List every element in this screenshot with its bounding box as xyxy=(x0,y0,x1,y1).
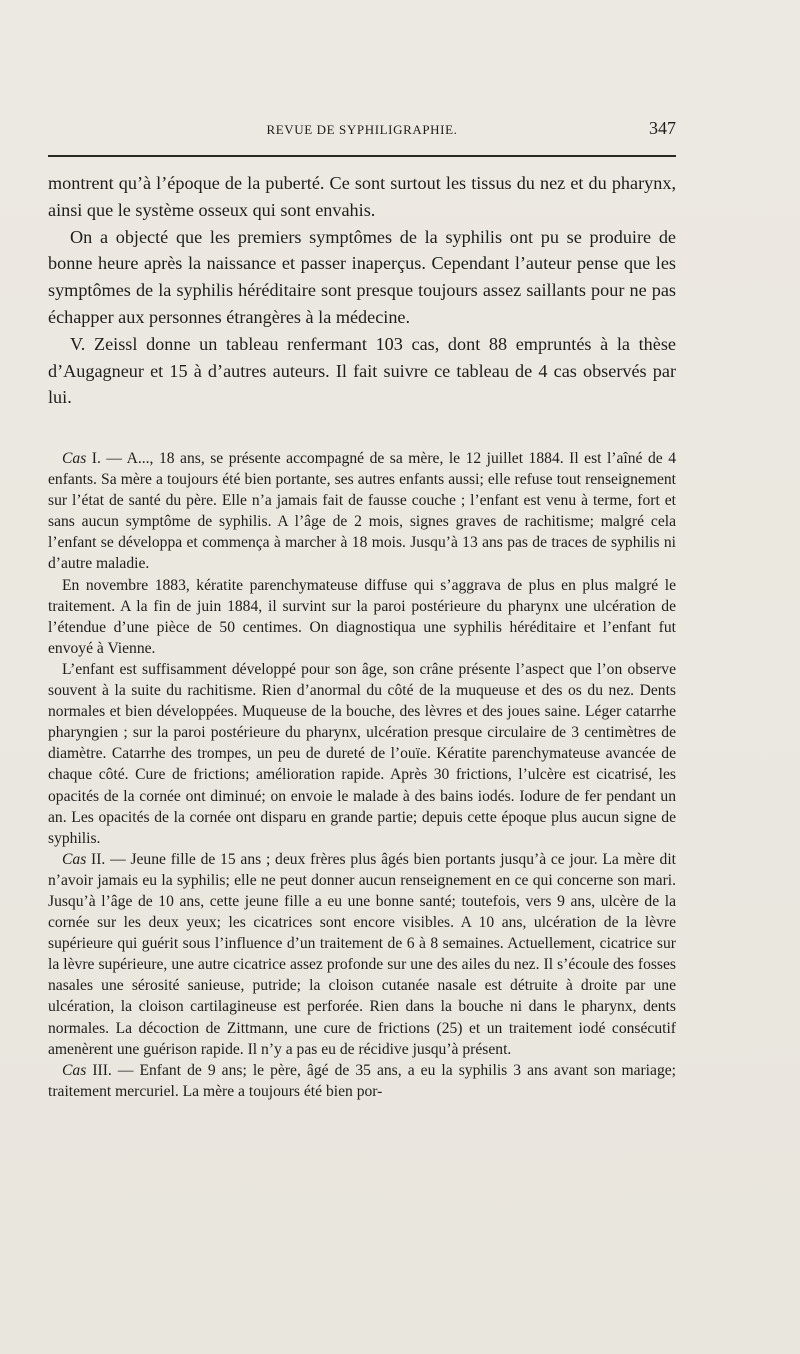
case-text: L’enfant est suffisamment développé pour son âge, son crâne présente l’aspect que l’on observe souvent à la suite du rachitisme. Rien d’anormal du côté de la muqueuse et des os du nez. Dents normales et bien développées. Muqueuse de la bouche, des lèvres et des joues saine. Léger catarrhe pharyngien ; sur la paroi postérieure du pharynx, ulcération presque circulaire de 3 centimètres de diamètre. Catarrhe des trompes, un peu de dureté de l’ouïe. Kératite parenchymateuse avancée de chaque côté. Cure de frictions; amélioration rapide. Après 30 frictions, l’ulcère est cicatrisé, les opacités de la cornée ont diminué; on envoie le malade à des bains iodés. Iodure de fer pendant un an. Les opacités de la cornée ont disparu en grande partie; depuis cette époque plus aucun signe de syphilis. xyxy=(48,660,676,847)
case-label: Cas xyxy=(62,1061,87,1079)
paragraph-2: On a objecté que les premiers symptômes de la syphilis ont pu se produire de bonne heure après la naissance et passer inaperçus. Cependant l’auteur pense que les symptômes de la syphilis héréditaire sont presque toujours assez saillants pour ne pas échapper aux personnes étrangères à la médecine. xyxy=(48,226,676,327)
header-rule xyxy=(48,155,676,158)
case-2-paragraph xyxy=(48,849,676,1060)
case-1-continued-2 xyxy=(48,659,676,849)
case-text: I. — A..., 18 ans, se présente accompagné de sa mère, le 12 juillet 1884. Il est l’aîné de 4 enfants. Sa mère a toujours été bien portante, ses autres enfants aussi; elle refuse tout renseignement sur l’état de santé du père. Elle n’a jamais fait de fausse couche ; l’enfant est venu à terme, fort et sans aucun symptôme de syphilis. A l’âge de 2 mois, signes graves de rachitisme; malgré cela l’enfant se développa et commença à marcher à 18 mois. Jusqu’à 13 ans pas de traces de syphilis ni d’autre maladie. xyxy=(48,450,676,573)
paragraph-3: V. Zeissl donne un tableau renfermant 103 cas, dont 88 empruntés à la thèse d’Augagneur et 15 à d’autres auteurs. Il fait suivre ce tableau de 4 cas observés par lui. xyxy=(48,333,676,408)
case-text: III. — Enfant de 9 ans; le père, âgé de 35 ans, a eu la syphilis 3 ans avant son mariage; traitement mercuriel. La mère a toujours été bien por- xyxy=(48,1061,676,1100)
case-label: Cas xyxy=(62,850,87,868)
page-number: 347 xyxy=(649,118,676,138)
running-head: REVUE DE SYPHILIGRAPHIE. xyxy=(266,122,458,137)
page-header xyxy=(48,118,676,142)
case-1-continued-1 xyxy=(48,575,676,659)
case-1-paragraph xyxy=(48,448,676,575)
intro-section xyxy=(48,170,676,411)
case-label: Cas xyxy=(62,450,87,467)
case-reports-section xyxy=(48,448,676,1102)
case-3-paragraph xyxy=(48,1060,676,1102)
case-text: En novembre 1883, kératite parenchymateuse diffuse qui s’aggrava de plus en plus malgré le traitement. A la fin de juin 1884, il survint sur la paroi postérieure du pharynx une ulcération de l’étendue d’une pièce de 50 centimes. On diagnostiqua une syphilis héréditaire et l’enfant fut envoyé à Vienne. xyxy=(48,576,676,657)
case-text: II. — Jeune fille de 15 ans ; deux frères plus âgés bien portants jusqu’à ce jour. La mère dit n’avoir jamais eu la syphilis; elle ne peut donner aucun renseignement en ce qui concerne son mari. Jusqu’à l’âge de 10 ans, cette jeune fille a eu une bonne santé; toutefois, vers 9 ans, ulcère de la cornée sur les deux yeux; les cicatrices sont encore visibles. A 10 ans, ulcération de la lèvre supérieure qui guérit sous l’influence d’un traitement de 6 à 8 semaines. Actuellement, cicatrice sur la lèvre supérieure, une autre cicatrice assez profonde sur une des ailes du nez. Il s’écoule des fosses nasales une sérosité sanieuse, putride; la cloison cutanée nasale est détruite à droite par une ulcération, la cloison cartilagineuse est perforée. Rien dans la bouche ni dans le pharynx, dents normales. La décoction de Zittmann, une cure de frictions (25) et un traitement iodé consécutif amenèrent une guérison rapide. Il n’y a pas eu de récidive jusqu’à présent. xyxy=(48,850,676,1058)
paragraph-1: montrent qu’à l’époque de la puberté. Ce sont surtout les tissus du nez et du pharynx, ainsi que le système osseux qui sont envahis. xyxy=(48,173,676,220)
